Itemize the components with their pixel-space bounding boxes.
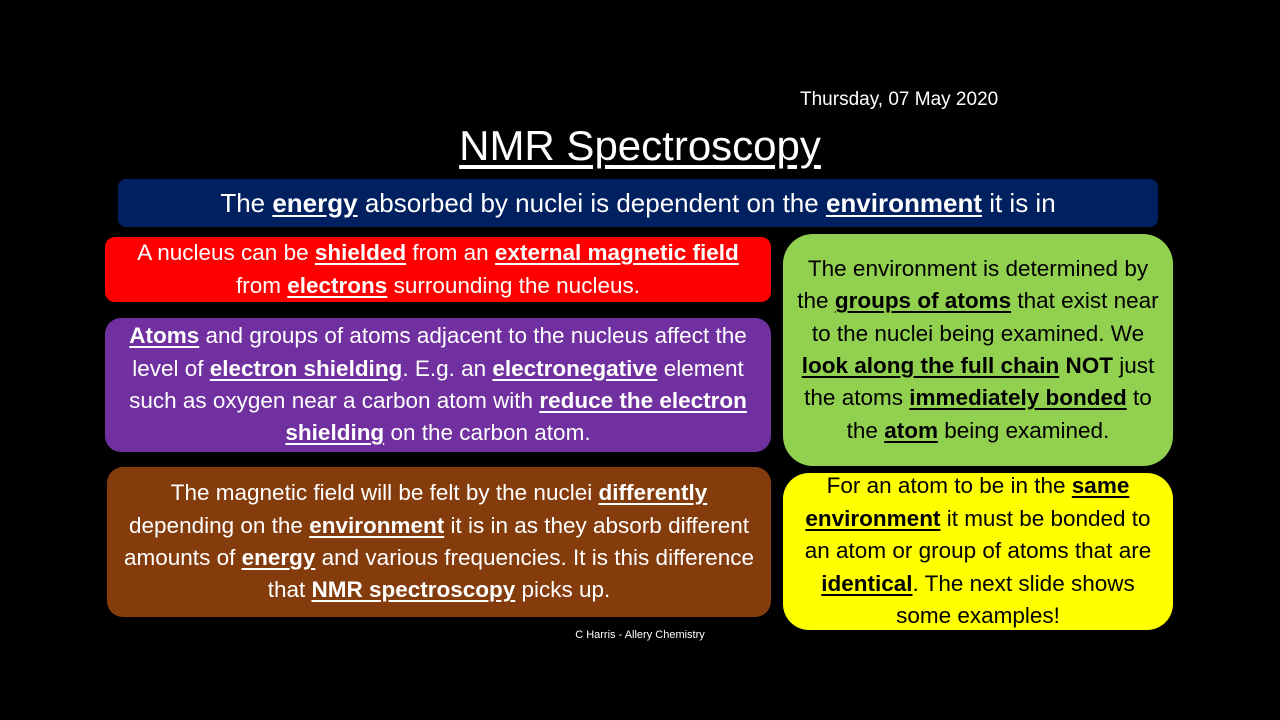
- environment-box: [783, 234, 1173, 466]
- shielding-box: [105, 237, 771, 302]
- emphasis-term: identical: [821, 570, 913, 596]
- emphasis-term: external magnetic field: [494, 240, 739, 266]
- emphasis-term: reduce the electron shielding: [285, 388, 747, 446]
- environment-text: The environment is determined by the groups of atoms that exist near to the nuclei being examined. We look along the full chain NOT just the atoms immediately bonded to the atom being examined.: [797, 255, 1159, 443]
- slide-title: NMR Spectroscopy: [459, 122, 821, 169]
- emphasis-word: NOT: [1065, 353, 1113, 378]
- adjacent-atoms-text: Atoms and groups of atoms adjacent to the nucleus affect the level of electron shielding. E.g. an electronegative element such as oxygen near a carbon atom with reduce the electron shielding on the carbon atom.: [129, 323, 747, 446]
- magnetic-field-box: [107, 467, 771, 617]
- emphasis-term: electron shielding: [209, 355, 403, 381]
- shielding-text: A nucleus can be shielded from an external magnetic field from electrons surrounding the nucleus.: [137, 240, 739, 298]
- emphasis-term: same environment: [805, 473, 1130, 531]
- emphasis-term: NMR spectroscopy: [311, 577, 516, 603]
- emphasis-term: energy: [241, 545, 316, 570]
- emphasis-term: shielded: [314, 240, 407, 266]
- emphasis-term: differently: [598, 480, 708, 506]
- magnetic-field-text: The magnetic field will be felt by the nuclei differently depending on the environment it is in as they absorb different amounts of energy and various frequencies. It is this difference that NMR spectroscopy picks up.: [124, 480, 754, 603]
- emphasis-term: environment: [825, 188, 982, 218]
- same-environment-box: [783, 473, 1173, 630]
- emphasis-term: atom: [884, 417, 938, 443]
- emphasis-term: immediately bonded: [909, 385, 1127, 411]
- same-environment-text: For an atom to be in the same environment it must be bonded to an atom or group of atoms that are identical. The next slide shows some examples!: [804, 473, 1152, 629]
- slide-credit: C Harris - Allery Chemistry: [575, 629, 705, 641]
- emphasis-term: electronegative: [492, 355, 658, 381]
- key-statement-banner: The energy absorbed by nuclei is dependent on the environment it is in: [118, 179, 1158, 227]
- emphasis-term: environment: [309, 512, 445, 538]
- emphasis-term: groups of atoms: [834, 288, 1012, 314]
- emphasis-term: energy: [272, 188, 358, 218]
- slide-date: Thursday, 07 May 2020: [800, 89, 999, 110]
- adjacent-atoms-box: [105, 318, 771, 452]
- emphasis-term: electrons: [287, 272, 388, 298]
- emphasis-term: Atoms: [129, 323, 200, 349]
- emphasis-term: look along the full chain: [801, 353, 1060, 378]
